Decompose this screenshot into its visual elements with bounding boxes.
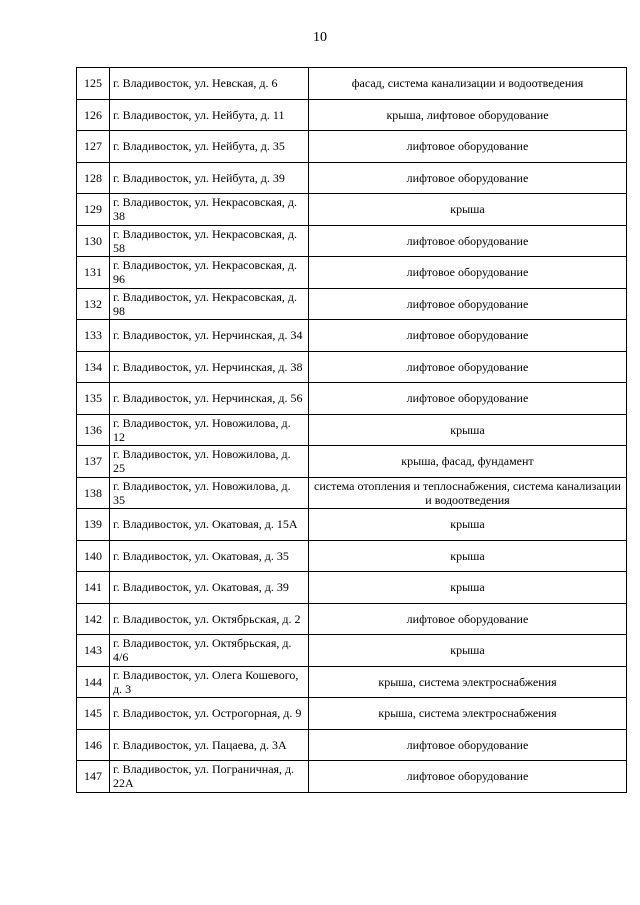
address-cell: г. Владивосток, ул. Окатовая, д. 35 — [110, 540, 309, 572]
row-number-cell: 130 — [77, 225, 110, 257]
address-cell: г. Владивосток, ул. Нейбута, д. 35 — [110, 131, 309, 163]
table-row — [77, 603, 627, 635]
works-cell: крыша, фасад, фундамент — [309, 446, 627, 478]
buildings-table — [76, 67, 627, 793]
row-number-cell: 131 — [77, 257, 110, 289]
table-row — [77, 446, 627, 478]
works-cell: лифтовое оборудование — [309, 162, 627, 194]
address-cell: г. Владивосток, ул. Нерчинская, д. 34 — [110, 320, 309, 352]
table-row — [77, 666, 627, 698]
address-cell: г. Владивосток, ул. Нейбута, д. 11 — [110, 99, 309, 131]
works-cell: система отопления и теплоснабжения, система канализации и водоотведения — [309, 477, 627, 509]
table-row — [77, 257, 627, 289]
table-row — [77, 572, 627, 604]
address-cell: г. Владивосток, ул. Октябрьская, д. 2 — [110, 603, 309, 635]
table-row — [77, 131, 627, 163]
address-cell: г. Владивосток, ул. Нейбута, д. 39 — [110, 162, 309, 194]
address-cell: г. Владивосток, ул. Нерчинская, д. 38 — [110, 351, 309, 383]
works-cell: крыша, лифтовое оборудование — [309, 99, 627, 131]
table-row — [77, 761, 627, 793]
works-cell: лифтовое оборудование — [309, 131, 627, 163]
works-cell: крыша — [309, 540, 627, 572]
works-cell: крыша, система электроснабжения — [309, 666, 627, 698]
table-row — [77, 698, 627, 730]
row-number-cell: 132 — [77, 288, 110, 320]
table-row — [77, 414, 627, 446]
address-cell: г. Владивосток, ул. Окатовая, д. 15А — [110, 509, 309, 541]
address-cell: г. Владивосток, ул. Острогорная, д. 9 — [110, 698, 309, 730]
row-number-cell: 143 — [77, 635, 110, 667]
works-cell: крыша — [309, 194, 627, 226]
row-number-cell: 133 — [77, 320, 110, 352]
works-cell: лифтовое оборудование — [309, 761, 627, 793]
address-cell: г. Владивосток, ул. Новожилова, д. 25 — [110, 446, 309, 478]
row-number-cell: 147 — [77, 761, 110, 793]
address-cell: г. Владивосток, ул. Пацаева, д. 3А — [110, 729, 309, 761]
address-cell: г. Владивосток, ул. Невская, д. 6 — [110, 68, 309, 100]
row-number-cell: 139 — [77, 509, 110, 541]
works-cell: крыша — [309, 414, 627, 446]
address-cell: г. Владивосток, ул. Нерчинская, д. 56 — [110, 383, 309, 415]
works-cell: лифтовое оборудование — [309, 320, 627, 352]
address-cell: г. Владивосток, ул. Новожилова, д. 35 — [110, 477, 309, 509]
table-row — [77, 477, 627, 509]
works-cell: крыша, система электроснабжения — [309, 698, 627, 730]
works-cell: крыша — [309, 572, 627, 604]
table-row — [77, 351, 627, 383]
row-number-cell: 128 — [77, 162, 110, 194]
row-number-cell: 125 — [77, 68, 110, 100]
row-number-cell: 140 — [77, 540, 110, 572]
address-cell: г. Владивосток, ул. Олега Кошевого, д. 3 — [110, 666, 309, 698]
address-cell: г. Владивосток, ул. Окатовая, д. 39 — [110, 572, 309, 604]
table-row — [77, 288, 627, 320]
table-row — [77, 635, 627, 667]
row-number-cell: 134 — [77, 351, 110, 383]
table-row — [77, 225, 627, 257]
table-row — [77, 162, 627, 194]
address-cell: г. Владивосток, ул. Октябрьская, д. 4/6 — [110, 635, 309, 667]
row-number-cell: 135 — [77, 383, 110, 415]
page-number: 10 — [313, 30, 327, 45]
address-cell: г. Владивосток, ул. Новожилова, д. 12 — [110, 414, 309, 446]
table-body — [77, 68, 627, 793]
row-number-cell: 127 — [77, 131, 110, 163]
row-number-cell: 137 — [77, 446, 110, 478]
works-cell: фасад, система канализации и водоотведения — [309, 68, 627, 100]
row-number-cell: 141 — [77, 572, 110, 604]
address-cell: г. Владивосток, ул. Некрасовская, д. 58 — [110, 225, 309, 257]
works-cell: лифтовое оборудование — [309, 603, 627, 635]
table-row — [77, 68, 627, 100]
table-row — [77, 540, 627, 572]
address-cell: г. Владивосток, ул. Некрасовская, д. 38 — [110, 194, 309, 226]
table-row — [77, 729, 627, 761]
row-number-cell: 129 — [77, 194, 110, 226]
table-row — [77, 99, 627, 131]
works-cell: лифтовое оборудование — [309, 729, 627, 761]
row-number-cell: 145 — [77, 698, 110, 730]
works-cell: лифтовое оборудование — [309, 225, 627, 257]
table-row — [77, 383, 627, 415]
row-number-cell: 142 — [77, 603, 110, 635]
row-number-cell: 138 — [77, 477, 110, 509]
works-cell: крыша — [309, 509, 627, 541]
address-cell: г. Владивосток, ул. Пограничная, д. 22А — [110, 761, 309, 793]
row-number-cell: 136 — [77, 414, 110, 446]
works-cell: крыша — [309, 635, 627, 667]
works-cell: лифтовое оборудование — [309, 383, 627, 415]
table-row — [77, 320, 627, 352]
table-row — [77, 509, 627, 541]
works-cell: лифтовое оборудование — [309, 257, 627, 289]
works-cell: лифтовое оборудование — [309, 351, 627, 383]
address-cell: г. Владивосток, ул. Некрасовская, д. 98 — [110, 288, 309, 320]
address-cell: г. Владивосток, ул. Некрасовская, д. 96 — [110, 257, 309, 289]
works-cell: лифтовое оборудование — [309, 288, 627, 320]
row-number-cell: 144 — [77, 666, 110, 698]
row-number-cell: 126 — [77, 99, 110, 131]
row-number-cell: 146 — [77, 729, 110, 761]
table-row — [77, 194, 627, 226]
